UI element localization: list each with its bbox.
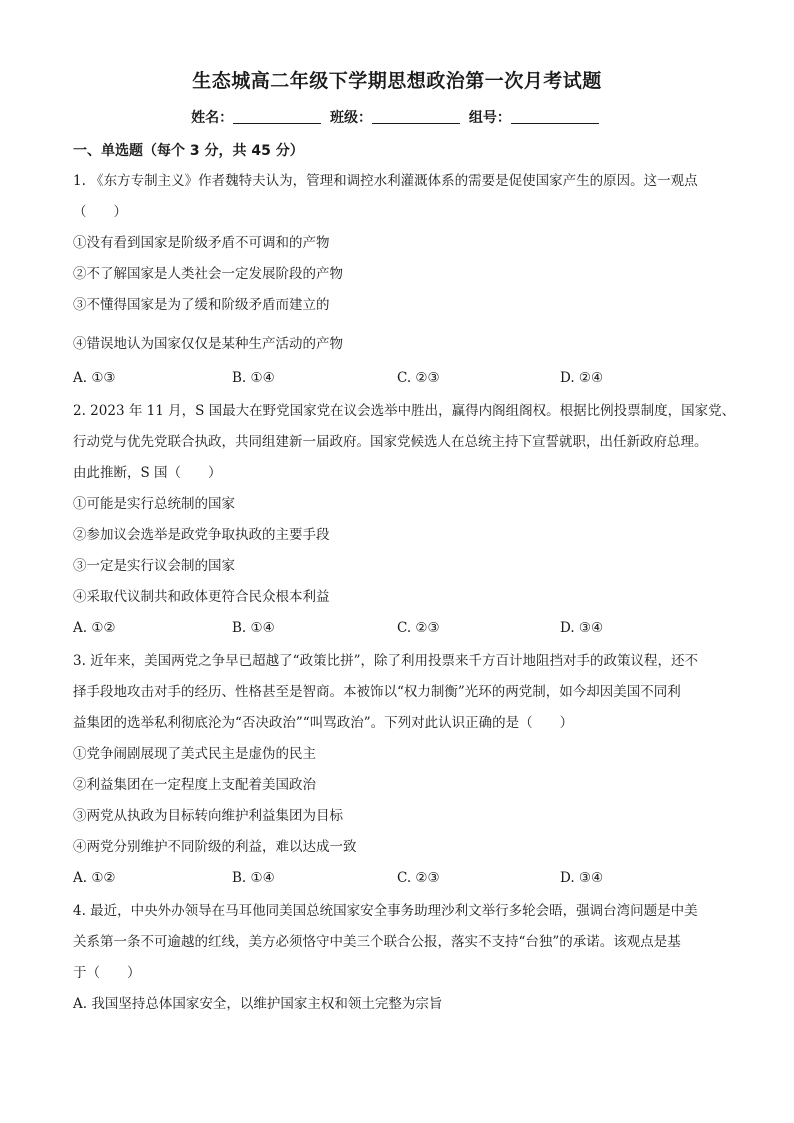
section-heading: 一、单选题（每个 3 分，共 45 分） bbox=[73, 143, 304, 159]
q3-stem-line-2: 择手段地攻击对手的经历、性格甚至是智商。本被饰以“权力制衡”光环的两党制，如今却因美国不同利 bbox=[73, 684, 681, 700]
q4-stem-line-2: 关系第一条不可逾越的红线，美方必须恪守中美三个联合公报，落实不支持“台独”的承诺。该观点是基 bbox=[73, 934, 681, 950]
q2-option-c[interactable]: C. ②③ bbox=[397, 620, 440, 636]
q2-stem-line-1: 2. 2023 年 11 月，S 国最大在野党国家党在议会选举中胜出，赢得内阁组阁权。根据比例投票制度，国家党、 bbox=[73, 403, 736, 419]
q1-stem-bracket: （ ） bbox=[73, 204, 127, 220]
student-info-row bbox=[0, 107, 794, 127]
q1-option-a[interactable]: A. ①③ bbox=[73, 370, 116, 386]
q2-statement-2: ②参加议会选举是政党争取执政的主要手段 bbox=[73, 527, 330, 543]
q3-statement-4: ④两党分别维护不同阶级的利益，难以达成一致 bbox=[73, 839, 357, 855]
class-label: 班级： bbox=[330, 110, 372, 126]
q1-statement-3: ③不懂得国家是为了缓和阶级矛盾而建立的 bbox=[73, 297, 330, 313]
q3-option-d[interactable]: D. ③④ bbox=[560, 870, 604, 886]
q3-statement-2: ②利益集团在一定程度上支配着美国政治 bbox=[73, 777, 316, 793]
q1-statement-2: ②不了解国家是人类社会一定发展阶段的产物 bbox=[73, 266, 343, 282]
q3-stem-line-1: 3. 近年来，美国两党之争早已超越了“政策比拼”，除了利用投票来千方百计地阻挡对手的政策议程，还不 bbox=[73, 653, 698, 669]
group-blank[interactable] bbox=[511, 109, 599, 124]
q3-option-b[interactable]: B. ①④ bbox=[232, 870, 275, 886]
q1-option-d[interactable]: D. ②④ bbox=[560, 370, 604, 386]
q3-option-c[interactable]: C. ②③ bbox=[397, 870, 440, 886]
q2-option-a[interactable]: A. ①② bbox=[73, 620, 116, 636]
name-blank[interactable] bbox=[233, 109, 321, 124]
q2-statement-3: ③一定是实行议会制的国家 bbox=[73, 558, 235, 574]
exam-title: 生态城高二年级下学期思想政治第一次月考试题 bbox=[192, 70, 602, 92]
class-blank[interactable] bbox=[372, 109, 460, 124]
q3-option-a[interactable]: A. ①② bbox=[73, 870, 116, 886]
name-label: 姓名： bbox=[191, 110, 234, 126]
q3-statement-3: ③两党从执政为目标转向维护利益集团为目标 bbox=[73, 808, 343, 824]
q1-statement-1: ①没有看到国家是阶级矛盾不可调和的产物 bbox=[73, 235, 330, 251]
q4-stem-line-3: 于（ ） bbox=[73, 965, 141, 981]
group-label: 组号： bbox=[468, 110, 511, 126]
q1-option-b[interactable]: B. ①④ bbox=[232, 370, 275, 386]
q4-option-a[interactable]: A. 我国坚持总体国家安全，以维护国家主权和领土完整为宗旨 bbox=[73, 996, 443, 1012]
q2-stem-line-3: 由此推断，S 国（ ） bbox=[73, 465, 222, 481]
q2-option-d[interactable]: D. ③④ bbox=[560, 620, 604, 636]
q4-stem-line-1: 4. 最近，中央外办领导在马耳他同美国总统国家安全事务助理沙利文举行多轮会晤，强调台湾问题是中美 bbox=[73, 903, 698, 919]
q2-stem-line-2: 行动党与优先党联合执政，共同组建新一届政府。国家党候选人在总统主持下宣誓就职，出任新政府总理。 bbox=[73, 434, 708, 450]
q1-stem: 1. 《东方专制主义》作者魏特夫认为，管理和调控水利灌溉体系的需要是促使国家产生的原因。这一观点 bbox=[73, 173, 698, 189]
q2-option-b[interactable]: B. ①④ bbox=[232, 620, 275, 636]
q1-statement-4: ④错误地认为国家仅仅是某种生产活动的产物 bbox=[73, 336, 343, 352]
q2-statement-1: ①可能是实行总统制的国家 bbox=[73, 496, 235, 512]
q3-stem-line-3: 益集团的选举私利彻底沦为“否决政治”“叫骂政治”。下列对此认识正确的是（ ） bbox=[73, 715, 574, 731]
q1-option-c[interactable]: C. ②③ bbox=[397, 370, 440, 386]
q3-statement-1: ①党争闹剧展现了美式民主是虚伪的民主 bbox=[73, 746, 316, 762]
q2-statement-4: ④采取代议制共和政体更符合民众根本利益 bbox=[73, 589, 330, 605]
